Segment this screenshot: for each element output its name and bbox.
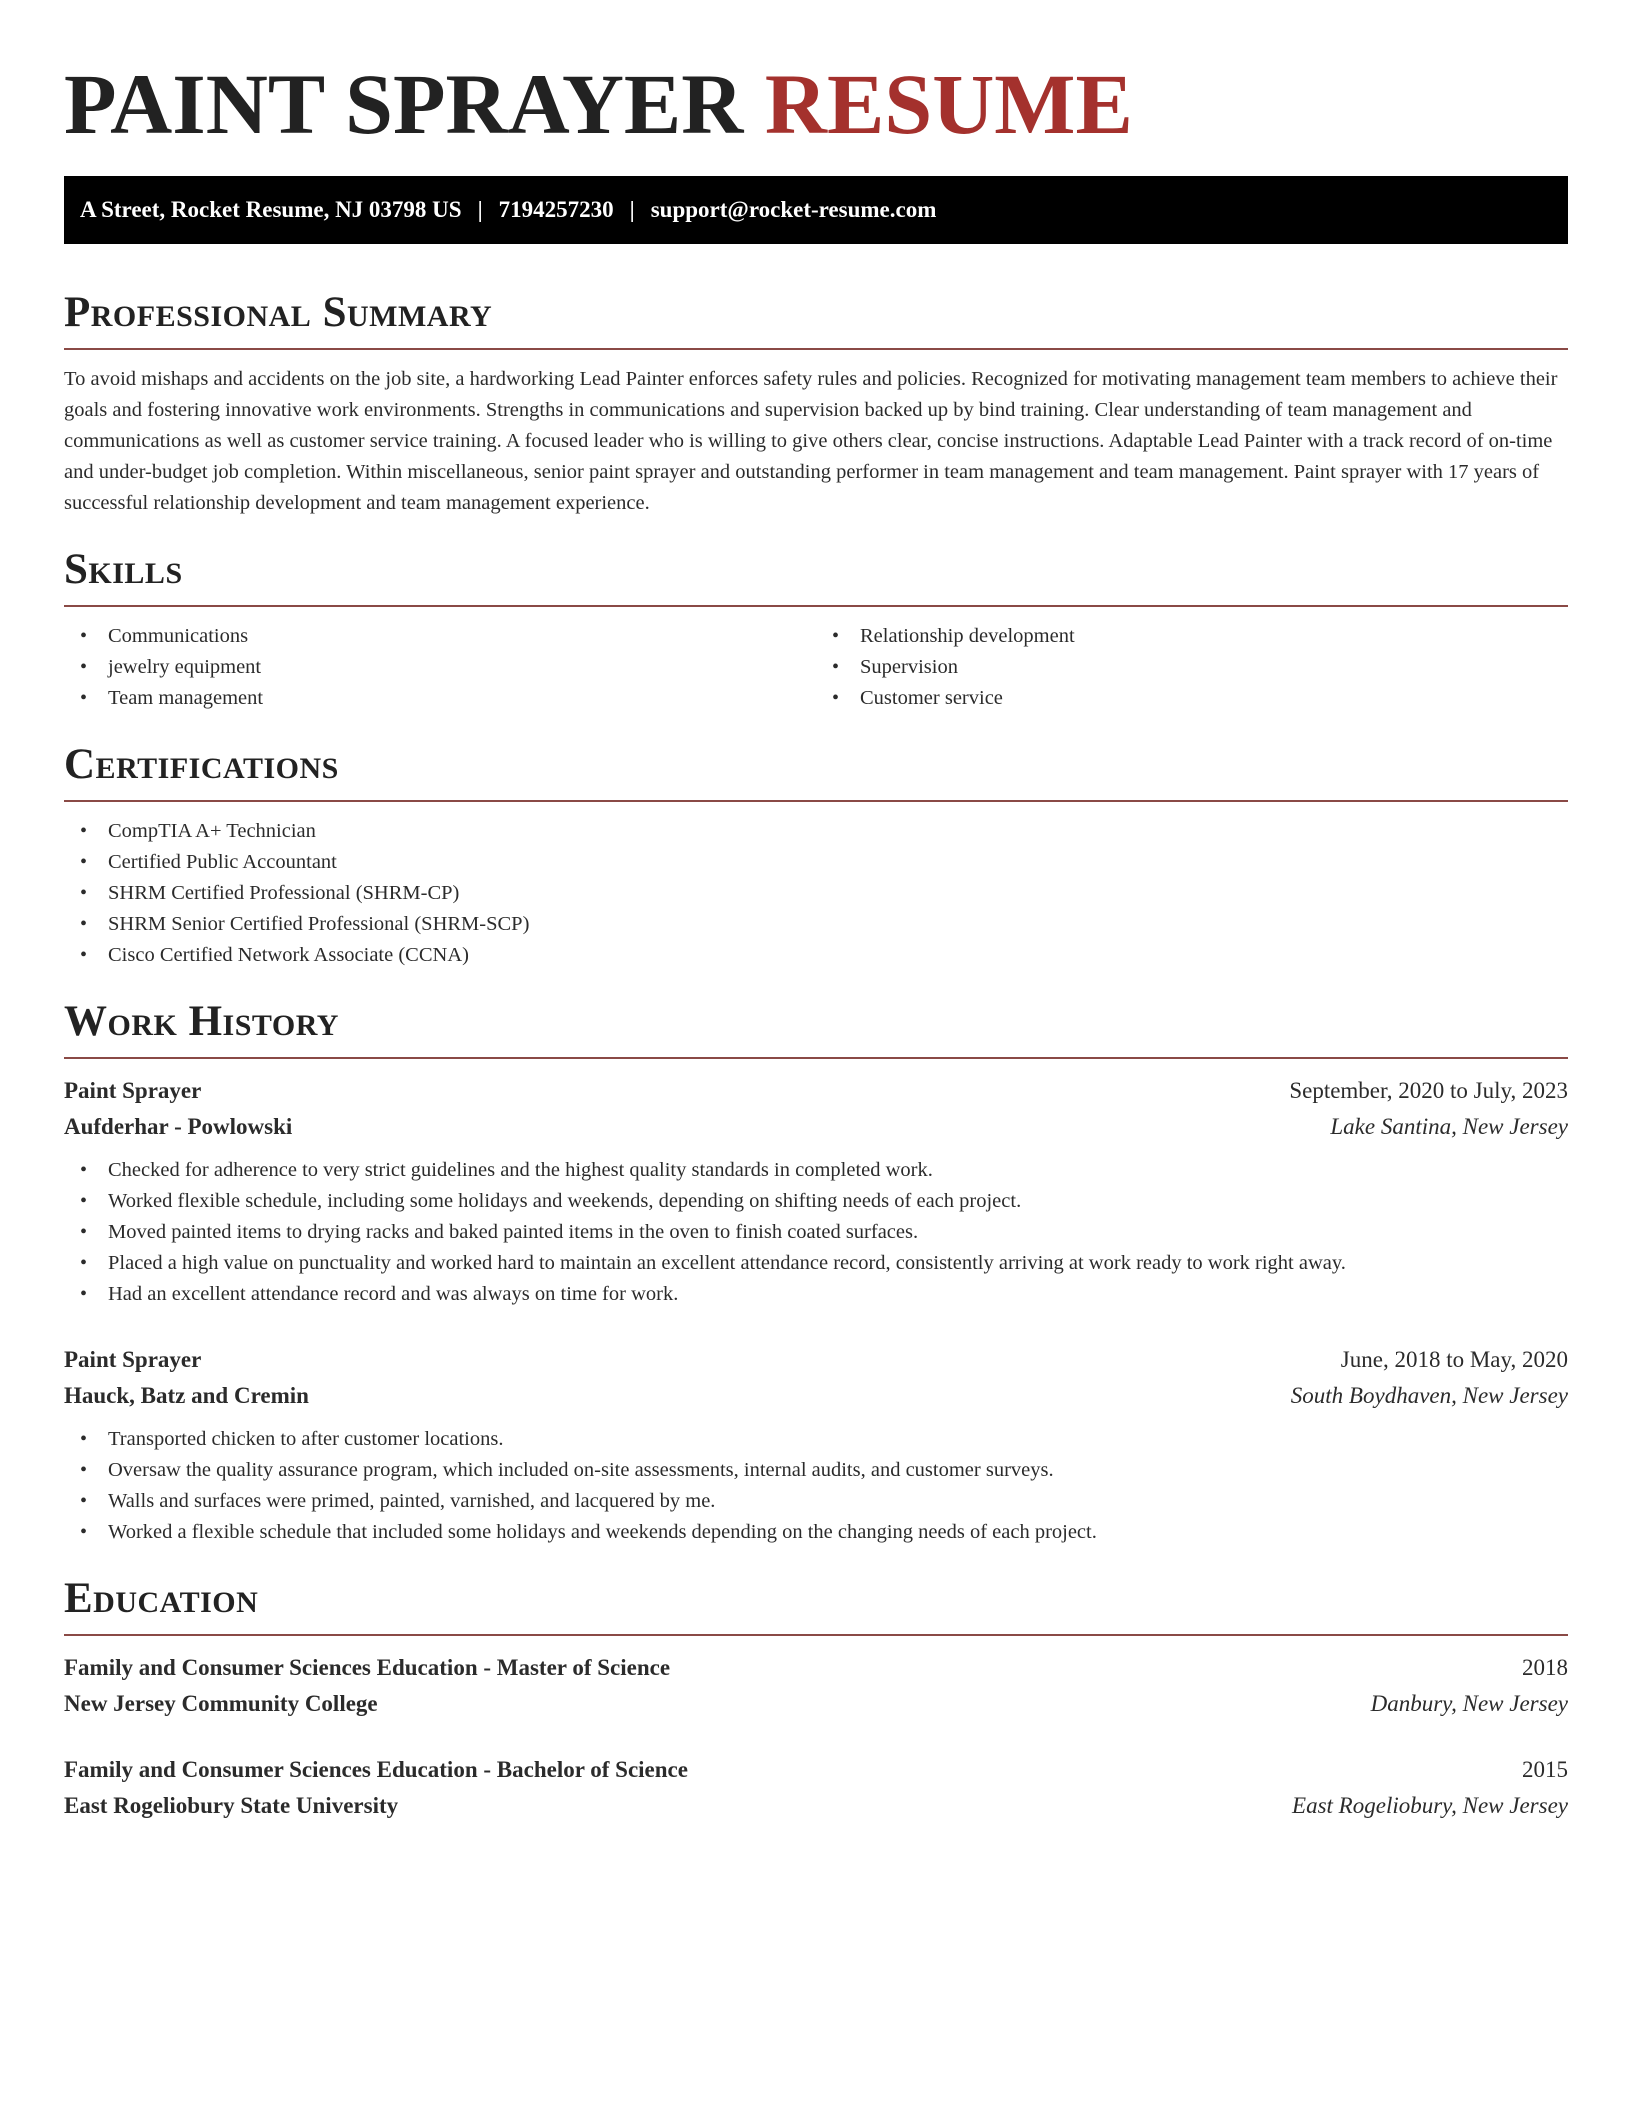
section-heading: Professional Summary (64, 289, 493, 336)
job-dates: June, 2018 to May, 2020 (1340, 1347, 1568, 1372)
job-bullet: • Transported chicken to after customer locations. (64, 1424, 1568, 1455)
skill-item: • Team management (64, 683, 816, 714)
section-divider (64, 348, 1568, 350)
contact-address: A Street, Rocket Resume, NJ 03798 US (80, 197, 462, 222)
resume-title (64, 0, 1568, 176)
section-divider (64, 800, 1568, 802)
job-bullet: • Worked flexible schedule, including some holidays and weekends, depending on shifting needs of each project. (64, 1186, 1568, 1217)
skills-section (64, 545, 1568, 714)
section-divider (64, 1057, 1568, 1059)
job-company-row (64, 1109, 1568, 1145)
education-list (64, 1650, 1568, 1824)
job-entry (64, 1342, 1568, 1548)
summary-text: To avoid mishaps and accidents on the job site, a hardworking Lead Painter enforces safety rules and policies. Recognized for motivating management team members to achieve their goals and fostering innovative work environments. Strengths in communications and supervision backed up by bind training. Clear understanding of team management and communications as well as customer service training. A focused leader who is willing to give others clear, concise instructions. Adaptable Lead Painter with a track record of on-time and under-budget job completion. Within miscellaneous, senior paint sprayer and outstanding performer in team management and team management. Paint sprayer with 17 years of successful relationship development and team management experience. (64, 368, 1558, 514)
education-degree-row (64, 1752, 1568, 1788)
section-heading: Skills (64, 546, 183, 593)
contact-separator: | (477, 197, 483, 222)
education-section (64, 1574, 1568, 1824)
certification-item: • SHRM Certified Professional (SHRM-CP) (64, 878, 1568, 909)
education-degree-row (64, 1650, 1568, 1686)
skills-list-left (64, 621, 816, 714)
job-entry (64, 1073, 1568, 1310)
certifications-list (64, 816, 1568, 971)
education-location: East Rogeliobury, New Jersey (1292, 1793, 1568, 1818)
title-accent: RESUME (764, 56, 1133, 152)
education-year: 2018 (1522, 1655, 1568, 1680)
job-bullet: • Placed a high value on punctuality and worked hard to maintain an excellent attendance record, consistently arriving at work ready to work right away. (64, 1248, 1568, 1279)
certification-item: • SHRM Senior Certified Professional (SHRM-SCP) (64, 909, 1568, 940)
contact-phone: 7194257230 (498, 197, 614, 222)
job-location: Lake Santina, New Jersey (1330, 1114, 1568, 1139)
job-bullet: • Moved painted items to drying racks and baked painted items in the oven to finish coated surfaces. (64, 1217, 1568, 1248)
education-entry (64, 1752, 1568, 1824)
job-company: Hauck, Batz and Cremin (64, 1383, 309, 1408)
education-degree: Family and Consumer Sciences Education - Master of Science (64, 1655, 671, 1680)
skill-item: • jewelry equipment (64, 652, 816, 683)
education-school: New Jersey Community College (64, 1691, 378, 1716)
education-degree: Family and Consumer Sciences Education - Bachelor of Science (64, 1757, 688, 1782)
job-bullets (64, 1155, 1568, 1310)
skills-columns (64, 621, 1568, 714)
skills-list-right (816, 621, 1568, 714)
contact-email: support@rocket-resume.com (650, 197, 937, 222)
education-school-row (64, 1788, 1568, 1824)
job-title: Paint Sprayer (64, 1347, 202, 1372)
job-bullet: • Oversaw the quality assurance program, which included on-site assessments, internal audits, and customer surveys. (64, 1455, 1568, 1486)
job-header-row (64, 1342, 1568, 1378)
summary-section (64, 288, 1568, 519)
contact-separator: | (629, 197, 635, 222)
certification-item: • Certified Public Accountant (64, 847, 1568, 878)
section-heading: Certifications (64, 741, 339, 788)
job-bullet: • Walls and surfaces were primed, painted, varnished, and lacquered by me. (64, 1486, 1568, 1517)
section-heading: Work History (64, 998, 339, 1045)
contact-bar (64, 176, 1568, 244)
job-bullet: • Had an excellent attendance record and was always on time for work. (64, 1279, 1568, 1310)
section-divider (64, 605, 1568, 607)
skill-item: • Relationship development (816, 621, 1568, 652)
job-bullet: • Worked a flexible schedule that included some holidays and weekends depending on the changing needs of each project. (64, 1517, 1568, 1548)
title-main: PAINT SPRAYER (64, 56, 744, 152)
certification-item: • CompTIA A+ Technician (64, 816, 1568, 847)
certification-item: • Cisco Certified Network Associate (CCNA) (64, 940, 1568, 971)
skill-item: • Customer service (816, 683, 1568, 714)
job-dates: September, 2020 to July, 2023 (1289, 1078, 1568, 1103)
job-company: Aufderhar - Powlowski (64, 1114, 293, 1139)
job-company-row (64, 1378, 1568, 1414)
education-location: Danbury, New Jersey (1370, 1691, 1568, 1716)
job-bullets (64, 1424, 1568, 1548)
work-history-section (64, 997, 1568, 1548)
job-header-row (64, 1073, 1568, 1109)
section-heading: Education (64, 1575, 259, 1622)
education-year: 2015 (1522, 1757, 1568, 1782)
education-school: East Rogeliobury State University (64, 1793, 399, 1818)
education-school-row (64, 1686, 1568, 1722)
job-bullet: • Checked for adherence to very strict guidelines and the highest quality standards in completed work. (64, 1155, 1568, 1186)
skill-item: • Communications (64, 621, 816, 652)
certifications-section (64, 740, 1568, 971)
education-entry (64, 1650, 1568, 1722)
section-divider (64, 1634, 1568, 1636)
job-title: Paint Sprayer (64, 1078, 202, 1103)
skill-item: • Supervision (816, 652, 1568, 683)
job-location: South Boydhaven, New Jersey (1290, 1383, 1568, 1408)
